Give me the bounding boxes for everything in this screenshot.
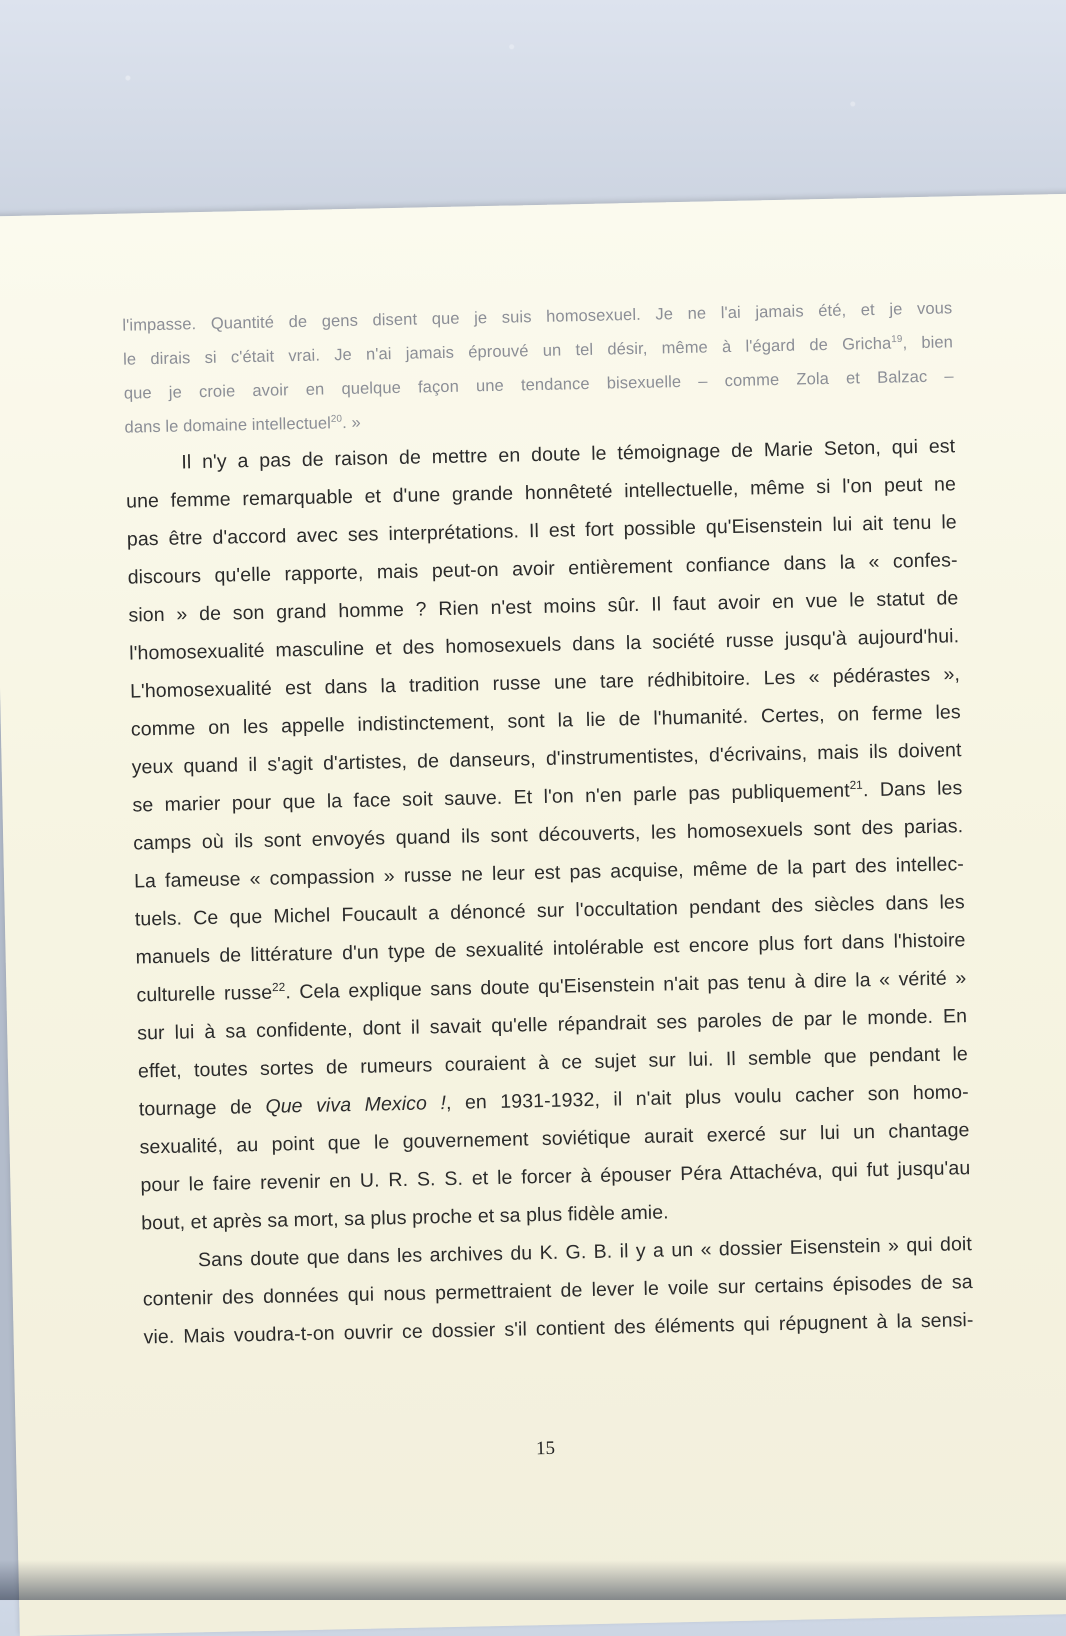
text-line: Il n'y a pas de raison de mettre en doute le témoignage de Marie Seton, qui est bbox=[181, 435, 956, 474]
text-line: comme on les appelle indistinctement, sont la lie de l'humanité. Certes, on ferme les bbox=[130, 701, 961, 741]
footnote-ref: 20 bbox=[330, 413, 343, 425]
text-line: sexualité, au point que le gouvernement soviétique aurait exercé sur lui un chantage bbox=[139, 1119, 970, 1159]
text-line: La fameuse « compassion » russe ne leur est pas acquise, même de la part des intellec- bbox=[133, 853, 965, 893]
book-page bbox=[0, 194, 1066, 1636]
text-line: pas être d'accord avec ses interprétations. Il est fort possible qu'Eisenstein lui ait tenu le bbox=[126, 511, 957, 551]
footnote-ref: 22 bbox=[271, 980, 286, 995]
paragraph-1 bbox=[125, 427, 972, 1242]
text-line: L'homosexualité est dans la tradition russe une tare rédhibitoire. Les « pédérastes », bbox=[129, 663, 961, 703]
text-line: le dirais si c'était vrai. Je n'ai jamais éprouvé un tel désir, même à l'égard de Gricha$^{19}$, bien bbox=[122, 333, 954, 369]
paragraph-2 bbox=[142, 1225, 974, 1356]
film-title: Que viva Mexico ! bbox=[265, 1092, 447, 1118]
text-line: sion » de son grand homme ? Rien n'est moins sûr. Il faut avoir en vue le statut de bbox=[128, 587, 959, 627]
quotation-end-paragraph bbox=[122, 291, 955, 444]
text-line: une femme remarquable et d'une grande honnêteté intellectuelle, même si l'on peut ne bbox=[125, 473, 957, 513]
text-line: bout, et après sa mort, sa plus proche et sa plus fidèle amie. bbox=[141, 1201, 669, 1235]
text-line: que je croie avoir en quelque façon une tendance bisexuelle – comme Zola et Balzac – bbox=[123, 367, 954, 403]
text-line: effet, toutes sortes de rumeurs couraient à ce sujet sur lui. Il semble que pendant le bbox=[137, 1043, 969, 1083]
text-line: vie. Mais voudra-t-on ouvrir ce dossier s'il contient des éléments qui répugnent à la sensi- bbox=[143, 1309, 974, 1349]
page-number: 15 bbox=[535, 1437, 556, 1460]
text-line: l'homosexualité masculine et des homosexuels dans la société russe jusqu'à aujourd'hui. bbox=[129, 625, 960, 665]
text-line: discours qu'elle rapporte, mais peut-on avoir entièrement confiance dans la « confes- bbox=[127, 549, 958, 589]
text-line: sur lui à sa confidente, dont il savait qu'elle répandrait ses paroles de par le monde. En bbox=[137, 1005, 968, 1045]
text-line: manuels de littérature d'un type de sexualité intolérable est encore plus fort dans l'histoire bbox=[135, 929, 966, 969]
text-line: culturelle russe$^{22}$. Cela explique sans doute qu'Eisenstein n'ait pas tenu à dire la « vérité » bbox=[136, 967, 967, 1007]
text-line: Sans doute que dans les archives du K. G. B. il y a un « dossier Eisenstein » qui doit bbox=[197, 1233, 973, 1272]
footnote-ref: 19 bbox=[891, 333, 903, 346]
text-line: contenir des données qui nous permettraient de lever le voile sur certains épisodes de sa bbox=[142, 1271, 973, 1311]
text-line: pour le faire revenir en U. R. S. S. et le forcer à épouser Péra Attachéva, qui fut jusqu'au bbox=[140, 1157, 971, 1197]
edge-shadow bbox=[0, 1560, 1066, 1600]
text-line: camps où ils sont envoyés quand ils sont découverts, les homosexuels sont des parias. bbox=[133, 815, 964, 855]
text-line: se marier pour que la face soit sauve. Et l'on n'en parle pas publiquement$^{21}$. Dans les bbox=[132, 777, 963, 817]
footnote-ref: 21 bbox=[849, 778, 863, 793]
text-line: yeux quand il s'agit d'artistes, de danseurs, d'instrumentistes, d'écrivains, mais ils doivent bbox=[131, 739, 962, 779]
body-text bbox=[122, 291, 974, 1356]
text-line: tournage de Que viva Mexico !, en 1931-1932, il n'ait plus voulu cacher son homo- bbox=[138, 1081, 969, 1121]
text-line: tuels. Ce que Michel Foucault a dénoncé sur l'occultation pendant des siècles dans les bbox=[134, 891, 965, 931]
text-line: dans le domaine intellectuel$^{20}$. » bbox=[124, 413, 361, 437]
text-line: l'impasse. Quantité de gens disent que je suis homosexuel. Je ne l'ai jamais été, et je vous bbox=[122, 299, 953, 335]
